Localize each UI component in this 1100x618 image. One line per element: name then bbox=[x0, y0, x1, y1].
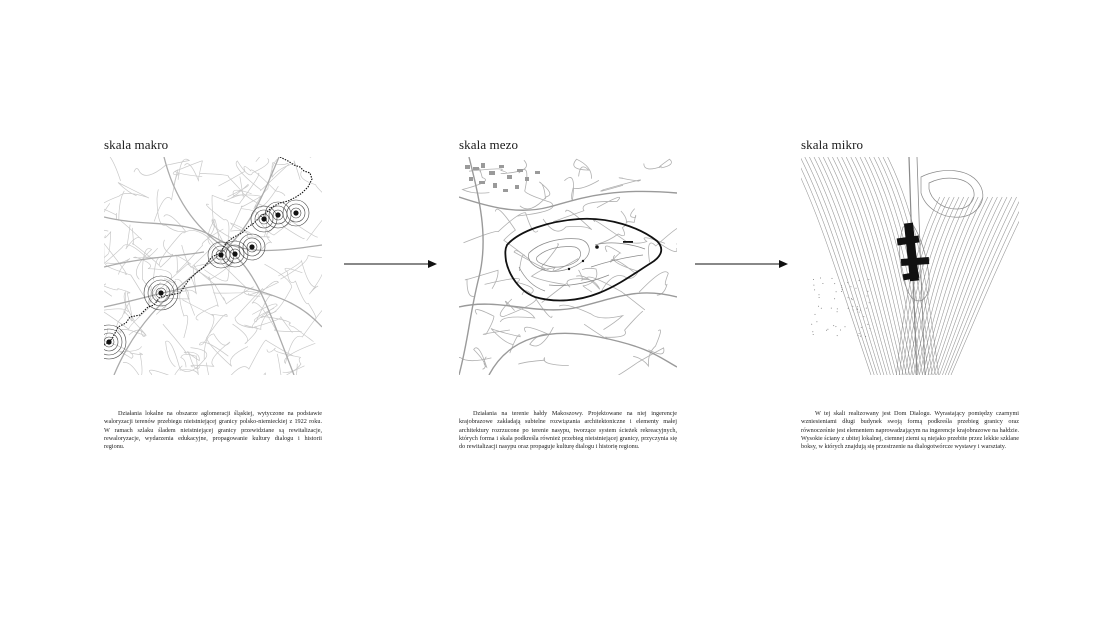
panel-caption: Działania lokalne na obszarze aglomeracji śląskiej, wytyczone na podstawie waloryzacji terenów przebiegu nieistniejącej granicy polsko-niemieckiej z 1922 roku. W ramach szlaku śladem nieistniejącej granicy przewidziane są rewitalizacje, rewaloryzacje, wydarzenia edukacyjne, propagowanie kultury dialogu i historii regionu. bbox=[104, 410, 322, 451]
panel-title: skala mezo bbox=[459, 137, 519, 152]
panel-title: skala mikro bbox=[801, 137, 864, 152]
macro-map bbox=[104, 157, 322, 375]
arrow-right-icon bbox=[344, 258, 438, 270]
regional-road-map-icon bbox=[104, 157, 322, 375]
meso-map bbox=[459, 157, 677, 375]
panel-caption: W tej skali realizowany jest Dom Dialogu. Wyrastający pomiędzy czarnymi wzniesieniami długi budynek swoją formą podkreśla przebieg granicy oraz równocześnie jest elementem naprowadzającym na ingerencje krajobrazowe na hałdzie. Wysokie ściany z ubitej lokalnej, ciemnej ziemi są niejako przebite przez lekkie szklane boksy, w których znajdują się przestrzenie na dialogotwórcze wystawy i warsztaty. bbox=[801, 410, 1019, 451]
contour-site-plan-icon bbox=[801, 157, 1019, 375]
arrow-right-icon bbox=[695, 258, 789, 270]
panel-caption: Działania na terenie hałdy Makoszowy. Projektowane na niej ingerencje krajobrazowe zakładają subtelne rozwiązania architektoniczne i elementy małej architektury rozrzucone po terenie nasypu, tworzące system ścieżek rekreacyjnych, których forma i skala podkreśla również przebieg nieistniejącej granicy, przyczynia się do rewitalizacji nasypu oraz propaguje kulturę dialogu i historię regionu. bbox=[459, 410, 677, 451]
micro-map bbox=[801, 157, 1019, 375]
panel-title: skala makro bbox=[104, 137, 169, 152]
site-outline-map-icon bbox=[459, 157, 677, 375]
